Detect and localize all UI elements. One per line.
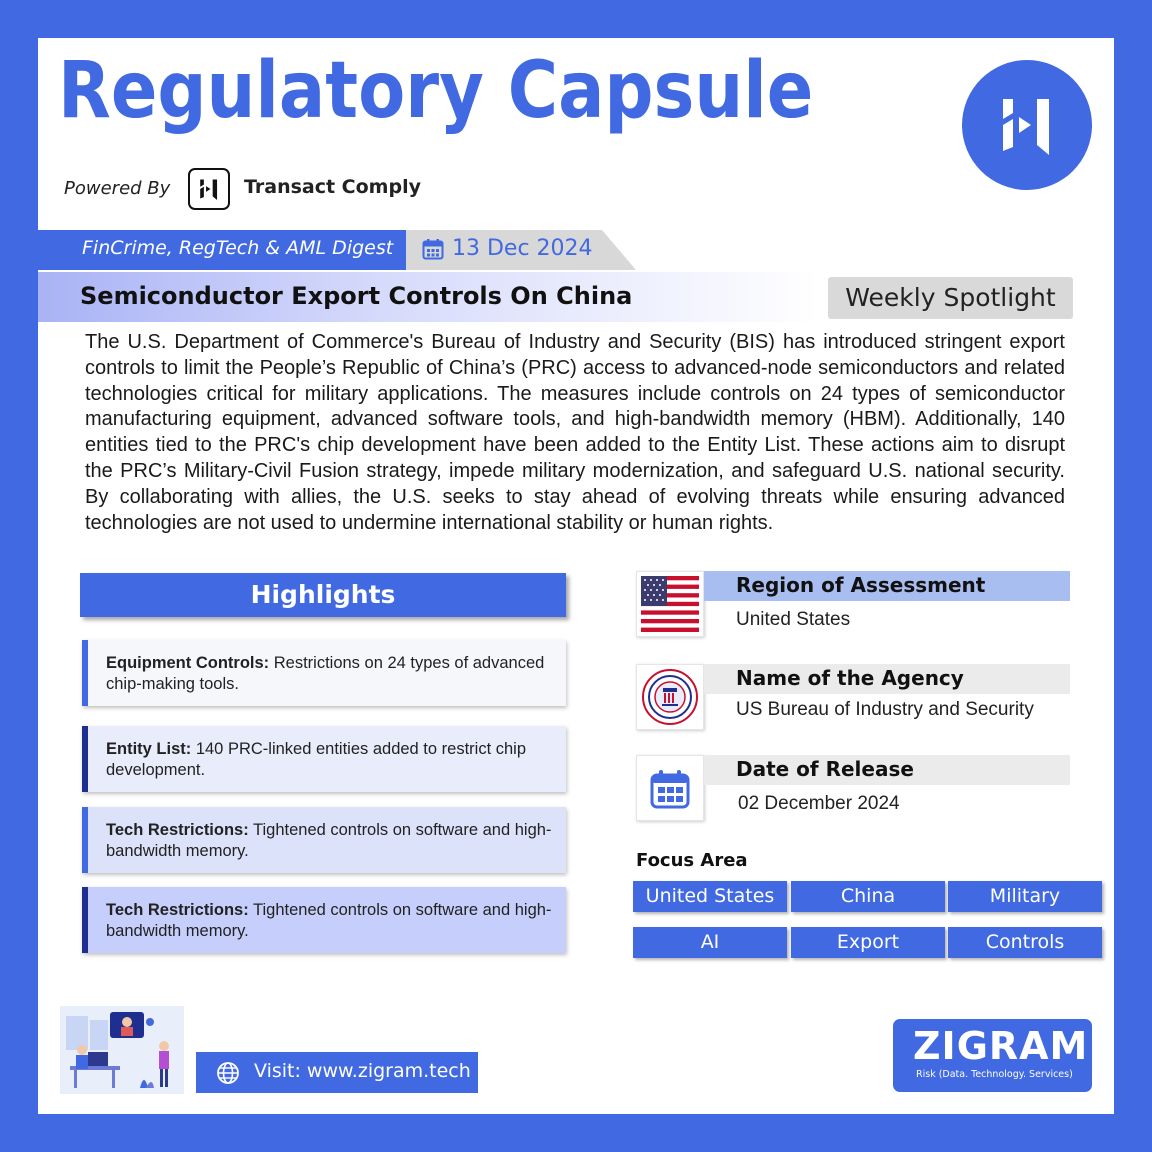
- highlight-card: [82, 726, 566, 792]
- region-label: Region of Assessment: [736, 573, 986, 597]
- article-title: Semiconductor Export Controls On China: [80, 282, 633, 310]
- agency-value: US Bureau of Industry and Security: [736, 699, 1034, 720]
- highlight-title: Equipment Controls:: [106, 654, 270, 672]
- release-label: Date of Release: [736, 757, 914, 781]
- highlight-card: [82, 807, 566, 873]
- transact-comply-logo-icon: [997, 95, 1057, 155]
- visit-link[interactable]: Visit: www.zigram.tech: [254, 1060, 471, 1082]
- zigram-tagline: Risk (Data. Technology. Services): [916, 1069, 1073, 1080]
- highlight-text: 140 PRC-linked entities added to restrict chip development.: [106, 740, 527, 779]
- globe-icon: [216, 1061, 240, 1085]
- focus-tag: Controls: [948, 927, 1102, 958]
- agency-seal-box: [636, 664, 704, 730]
- us-flag-box: [636, 571, 704, 637]
- calendar-icon: [422, 238, 444, 260]
- highlights-header: Highlights: [80, 573, 566, 617]
- zigram-wordmark: ZIGRAM: [913, 1024, 1089, 1068]
- powered-by-label: Powered By: [64, 178, 171, 199]
- release-value: 02 December 2024: [738, 793, 900, 814]
- weekly-spotlight-badge: Weekly Spotlight: [828, 277, 1073, 319]
- focus-tag: Export: [791, 927, 945, 958]
- highlight-title: Entity List:: [106, 740, 192, 758]
- highlight-text: Tightened controls on software and high-bandwidth memory.: [106, 901, 552, 940]
- team-illustration-icon: [60, 1006, 184, 1094]
- focus-tag: United States: [633, 881, 787, 912]
- highlight-card: [82, 887, 566, 953]
- highlight-title: Tech Restrictions:: [106, 901, 249, 919]
- highlight-card: [82, 640, 566, 706]
- article-body: The U.S. Department of Commerce's Bureau of Industry and Security (BIS) has introduced stringent export controls to limit the People’s Republic of China’s (PRC) access to advanced-node semiconductors and related technologies critical for military applications. The measures include controls on 24 types of semiconductor manufacturing equipment, advanced software tools, and high-bandwidth memory (HBM). Additionally, 140 entities tied to the PRC's chip development have been added to the Entity List. These actions aim to disrupt the PRC’s Military-Civil Fusion strategy, impede military modernization, and safeguard U.S. national security. By collaborating with allies, the U.S. seeks to stay ahead of evolving threats while ensuring advanced technologies are not used to undermine international stability or human rights.: [85, 331, 1065, 534]
- page-title: Regulatory Capsule: [58, 46, 814, 136]
- transact-comply-logo-icon: [198, 178, 220, 200]
- release-date-box: [636, 755, 704, 821]
- focus-area-label: Focus Area: [636, 850, 748, 871]
- calendar-icon: [650, 769, 690, 809]
- transact-comply-badge: [188, 168, 230, 210]
- brand-logo: [962, 60, 1092, 190]
- region-value: United States: [736, 609, 851, 630]
- digest-date: 13 Dec 2024: [452, 236, 593, 261]
- us-flag-icon: [641, 576, 699, 632]
- agency-label: Name of the Agency: [736, 666, 964, 690]
- agency-seal-icon: [641, 668, 699, 726]
- digest-label: FinCrime, RegTech & AML Digest: [82, 237, 394, 259]
- focus-tag: Military: [948, 881, 1102, 912]
- focus-tag: China: [791, 881, 945, 912]
- highlight-text: Restrictions on 24 types of advanced chip-making tools.: [106, 654, 545, 693]
- highlight-text: Tightened controls on software and high-bandwidth memory.: [106, 821, 552, 860]
- highlight-title: Tech Restrictions:: [106, 821, 249, 839]
- capsule-card: [38, 38, 1114, 1114]
- focus-tag: AI: [633, 927, 787, 958]
- brand-name: Transact Comply: [244, 176, 421, 198]
